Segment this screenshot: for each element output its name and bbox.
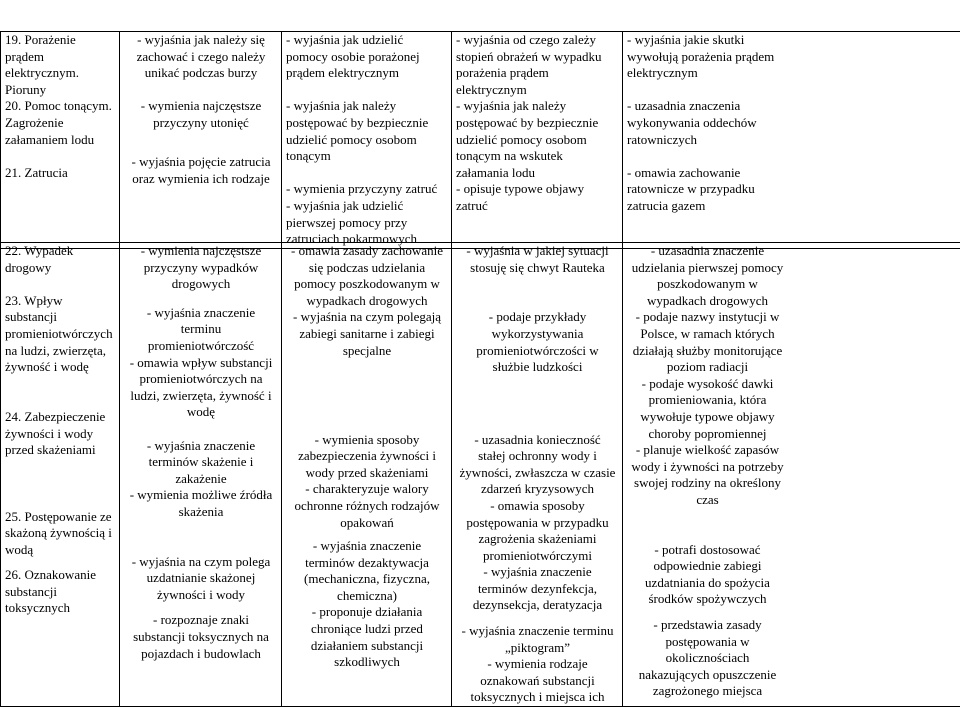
- advanced-requirements-cell: [623, 32, 960, 249]
- requirement: - podaje nazwy instytucji w Polsce, w ramach których działają służby monitorujące poziom radiacji - podaje wysokość dawki promieniowania, która wywołuje typowe objawy choroby popromiennej: [627, 309, 788, 442]
- topic-23: 23. Wpływ substancji promieniotwórczych na ludzi, zwierzęta, żywność i wodę: [5, 293, 116, 376]
- requirement: - uzasadnia znaczenia wykonywania oddechów ratowniczych: [627, 98, 957, 148]
- requirement: - wyjaśnia pojęcie zatrucia oraz wymienia ich rodzaje: [124, 154, 278, 187]
- requirement: - wymienia przyczyny zatruć - wyjaśnia jak udzielić pierwszej pomocy przy zatruciach pokarmowych: [286, 181, 448, 247]
- basic-requirements-cell: [120, 32, 282, 249]
- requirement: - wyjaśnia jak należy postępować by bezpiecznie udzielić pomocy osobom tonącym na wskutek załamania lodu: [456, 98, 619, 181]
- requirement: - wyjaśnia jak udzielić pomocy osobie porażonej prądem elektrycznym: [286, 32, 448, 82]
- topic-19: 19. Porażenie prądem elektrycznym. Pioruny: [5, 32, 116, 98]
- topic-24: 24. Zabezpieczenie żywności i wody przed skażeniami: [5, 409, 116, 459]
- requirement: - wyjaśnia jak należy się zachować i czego należy unikać podczas burzy: [124, 32, 278, 82]
- requirement: - wymienia sposoby zabezpieczenia żywności i wody przed skażeniami - charakteryzuje walory ochronne różnych rodzajów opakowań: [286, 432, 448, 532]
- requirement: - wymienia najczęstsze przyczyny utonięć: [124, 98, 278, 131]
- requirement: - omawia zachowanie ratownicze w przypadku zatrucia gazem: [627, 165, 957, 215]
- requirement: - wyjaśnia jak należy postępować by bezpiecznie udzielić pomocy osobom tonącym: [286, 98, 448, 164]
- requirement: - rozpoznaje znaki substancji toksycznych na pojazdach i budowlach: [124, 612, 278, 662]
- table-row: [1, 243, 960, 707]
- topic-22: 22. Wypadek drogowy: [5, 243, 116, 276]
- requirement: - wymienia najczęstsze przyczyny wypadków drogowych: [124, 243, 278, 293]
- requirement: - wyjaśnia znaczenie terminów dezynfekcja, dezynsekcja, deratyzacja: [456, 564, 619, 614]
- complete-requirements-cell: [452, 243, 623, 707]
- topic-cell: [1, 243, 120, 707]
- requirement: - opisuje typowe objawy zatruć: [456, 181, 619, 214]
- requirement: - wyjaśnia znaczenie terminów skażenie i zakażenie - wymienia możliwe źródła skażenia: [124, 438, 278, 521]
- requirement: - wyjaśnia znaczenie terminu „piktogram” - wymienia rodzaje oznakowań substancji toksycznych i miejsca ich: [456, 623, 619, 706]
- extended-requirements-cell: [282, 243, 452, 707]
- topic-25: 25. Postępowanie ze skażoną żywnością i wodą: [5, 509, 116, 559]
- requirement: - wyjaśnia jakie skutki wywołują porażenia prądem elektrycznym: [627, 32, 957, 82]
- requirement: - wyjaśnia w jakiej sytuacji stosuję się chwyt Rauteka: [456, 243, 619, 276]
- complete-requirements-cell: [452, 32, 623, 249]
- curriculum-table-top: [0, 31, 960, 249]
- requirement: - uzasadnia konieczność stałej ochronny wody i żywności, zwłaszcza w czasie zdarzeń kryzysowych - omawia sposoby postępowania w przypadku zagrożenia skażeniami promieniotwórczymi: [456, 432, 619, 565]
- basic-requirements-cell: [120, 243, 282, 707]
- requirement: - wyjaśnia od czego zależy stopień obrażeń w wypadku porażenia prądem elektrycznym: [456, 32, 619, 98]
- requirement: - uzasadnia znaczenie udzielania pierwszej pomocy poszkodowanym w wypadkach drogowych: [627, 243, 788, 309]
- requirement: - omawia zasady zachowanie się podczas udzielania pomocy poszkodowanym w wypadkach drogowych - wyjaśnia na czym polegają zabiegi sanitarne i zabiegi specjalne: [286, 243, 448, 359]
- advanced-requirements-cell: [623, 243, 960, 707]
- extended-requirements-cell: [282, 32, 452, 249]
- requirement: - przedstawia zasady postępowania w okolicznościach nakazujących opuszczenie zagrożonego miejsca: [627, 617, 788, 700]
- table-row: [1, 32, 960, 249]
- curriculum-table-bottom: [0, 242, 960, 707]
- requirement: - wyjaśnia na czym polega uzdatnianie skażonej żywności i wody: [124, 554, 278, 604]
- topic-26: 26. Oznakowanie substancji toksycznych: [5, 567, 116, 617]
- requirement: - podaje przykłady wykorzystywania promieniotwórczości w służbie ludzkości: [456, 309, 619, 375]
- requirement: - potrafi dostosować odpowiednie zabiegi uzdatniania do spożycia środków spożywczych: [627, 542, 788, 608]
- topic-cell: [1, 32, 120, 249]
- requirement: - wyjaśnia znaczenie terminów dezaktywacja (mechaniczna, fizyczna, chemiczna) - proponuje działania chroniące ludzi przed działaniem substancji szkodliwych: [286, 538, 448, 671]
- requirement: - wyjaśnia znaczenie terminu promieniotwórczość - omawia wpływ substancji promieniotwórczych na ludzi, zwierzęta, żywność i wodę: [124, 305, 278, 421]
- requirement: - planuje wielkość zapasów wody i żywności na potrzeby swojej rodziny na określony czas: [627, 442, 788, 508]
- topic-20: 20. Pomoc tonącym. Zagrożenie załamaniem lodu: [5, 98, 116, 148]
- topic-21: 21. Zatrucia: [5, 165, 116, 182]
